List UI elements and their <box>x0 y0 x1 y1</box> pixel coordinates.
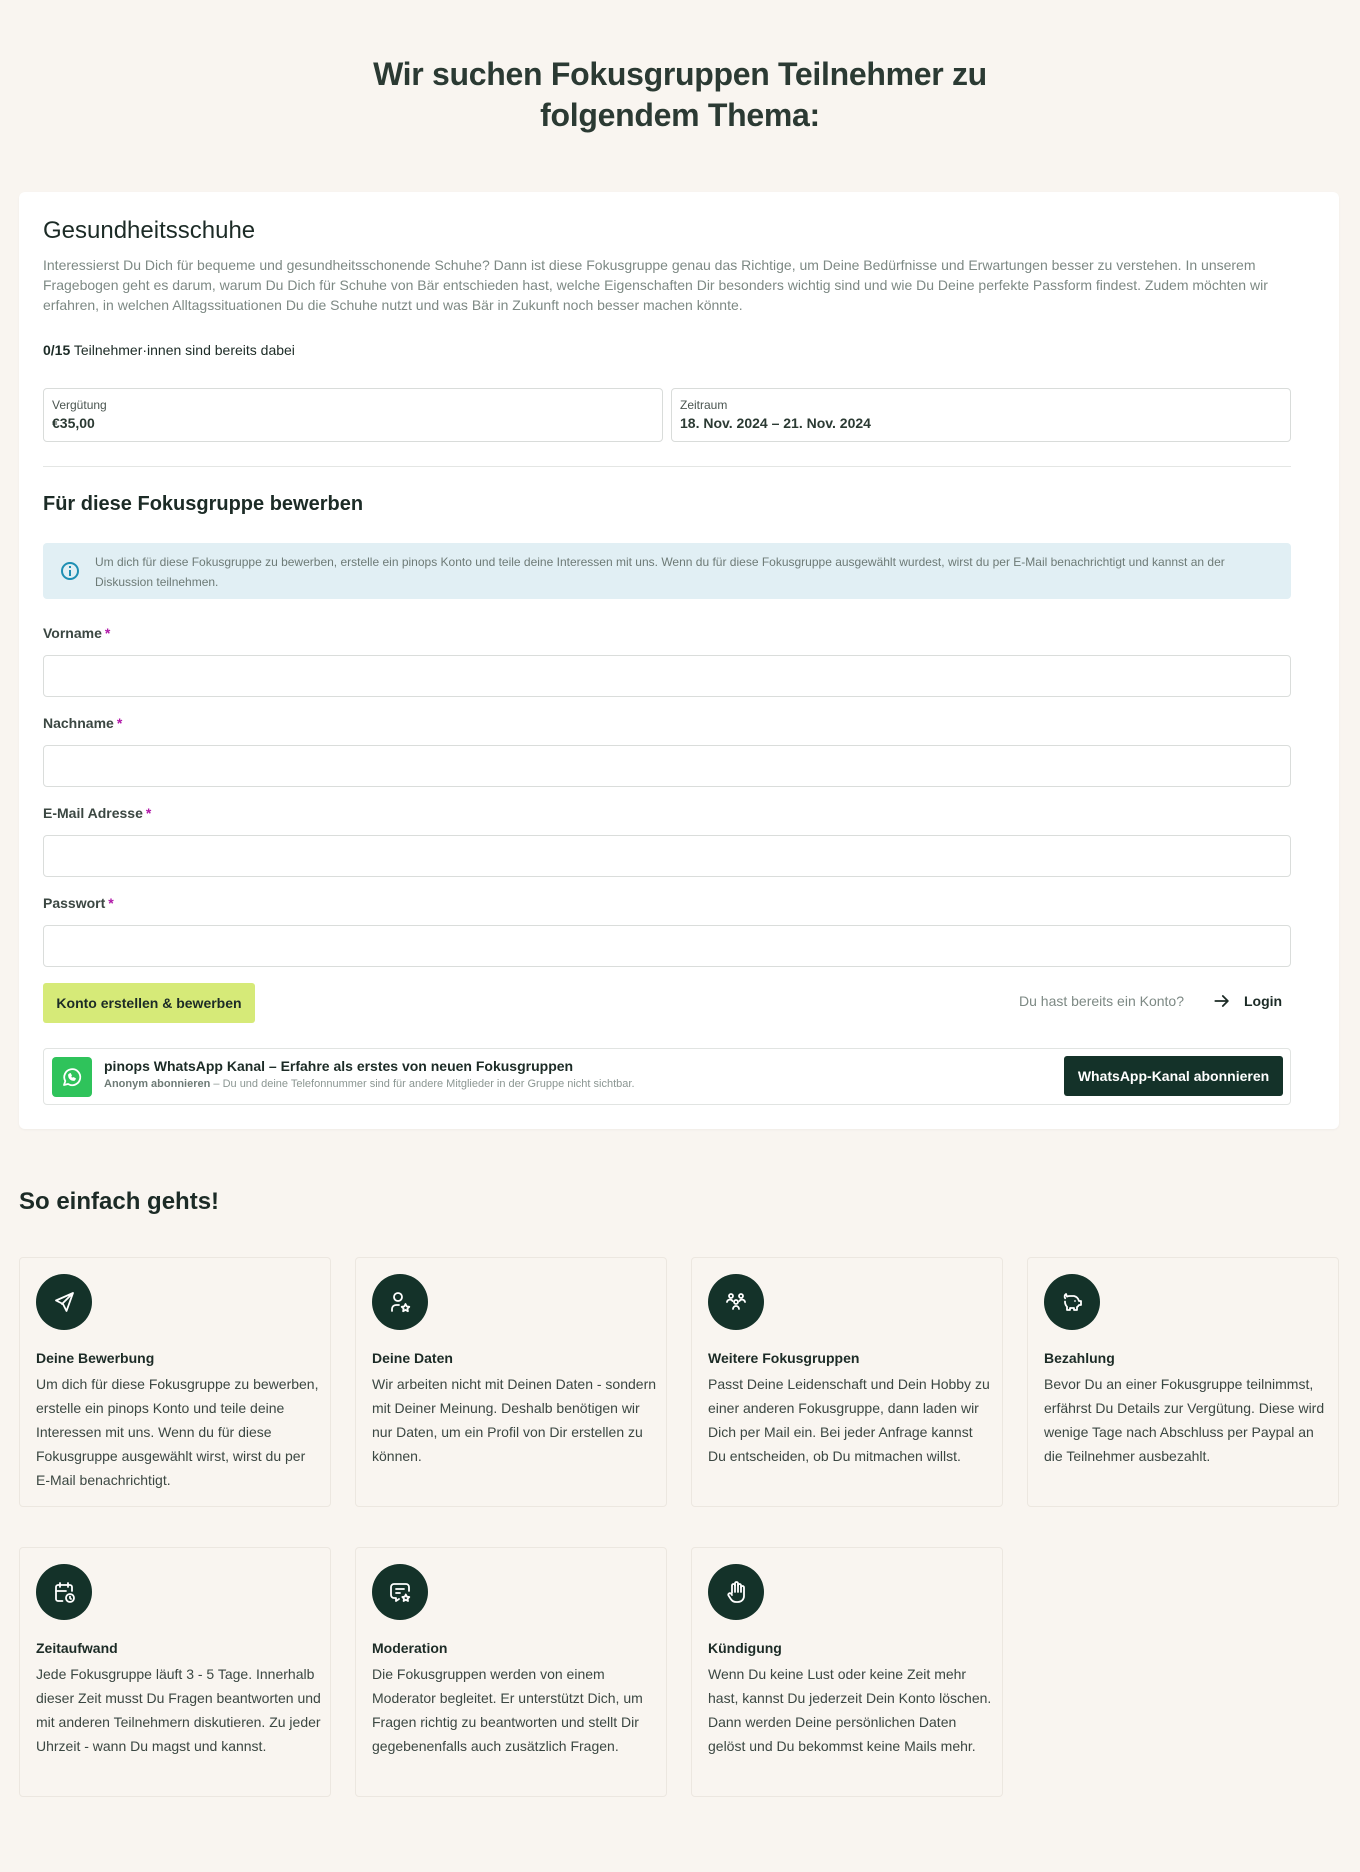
whatsapp-banner <box>43 1048 1291 1105</box>
password-label <box>43 895 114 911</box>
feature-text: Passt Deine Leidenschaft und Dein Hobby zu einer anderen Fokusgruppe, dann laden wir Dich per Mail ein. Bei jeder Anfrage kannst Du entscheiden, ob Du mitmachen willst. <box>708 1376 990 1464</box>
create-account-button[interactable]: Konto erstellen & bewerben <box>43 983 255 1023</box>
feature-text: Die Fokusgruppen werden von einem Moderator begleitet. Er unterstützt Dich, um Fragen richtig zu beantworten und stellt Dir gegebenenfalls auch zusätzlich Fragen. <box>372 1666 643 1754</box>
feature-card-time <box>19 1547 331 1797</box>
calendar-clock-icon <box>36 1564 92 1620</box>
divider <box>43 466 1291 467</box>
participants-status <box>43 342 295 358</box>
feature-title: Moderation <box>372 1640 448 1656</box>
feature-card-moderation <box>355 1547 667 1797</box>
feature-title: Zeitaufwand <box>36 1640 118 1656</box>
arrow-right-icon <box>1212 991 1232 1011</box>
period-box <box>671 388 1291 442</box>
login-link[interactable] <box>1212 991 1282 1011</box>
piggy-bank-icon <box>1044 1274 1100 1330</box>
firstname-input[interactable] <box>43 655 1291 697</box>
hand-stop-icon <box>708 1564 764 1620</box>
period-value: 18. Nov. 2024 – 21. Nov. 2024 <box>680 415 871 431</box>
apply-notice <box>43 543 1291 599</box>
email-label <box>43 805 151 821</box>
email-input[interactable] <box>43 835 1291 877</box>
compensation-value: €35,00 <box>52 415 95 431</box>
page-title-line1: Wir suchen Fokusgruppen Teilnehmer zu <box>373 56 987 92</box>
participants-text: Teilnehmer·innen sind bereits dabei <box>73 342 295 358</box>
feature-title: Kündigung <box>708 1640 782 1656</box>
info-icon <box>61 562 79 580</box>
feature-title: Deine Bewerbung <box>36 1350 155 1366</box>
feature-title: Bezahlung <box>1044 1350 1115 1366</box>
page-title-line2: folgendem Thema: <box>540 97 820 133</box>
password-input[interactable] <box>43 925 1291 967</box>
whatsapp-title: pinops WhatsApp Kanal – Erfahre als erstes von neuen Fokusgruppen <box>104 1058 574 1074</box>
firstname-label <box>43 625 110 641</box>
feature-card-payment <box>1027 1257 1339 1507</box>
login-label: Login <box>1244 993 1283 1009</box>
feature-title: Weitere Fokusgruppen <box>708 1350 860 1366</box>
feature-text: Wir arbeiten nicht mit Deinen Daten - sondern mit Deiner Meinung. Deshalb benötigen wir nur Daten, um ein Profil von Dir erstellen zu können. <box>372 1376 657 1464</box>
compensation-label: Vergütung <box>52 398 107 412</box>
feature-card-more-groups <box>691 1257 1003 1507</box>
login-question: Du hast bereits ein Konto? <box>1019 993 1184 1009</box>
lastname-label <box>43 715 122 731</box>
feature-card-cancellation <box>691 1547 1003 1797</box>
message-star-icon <box>372 1564 428 1620</box>
whatsapp-subscribe-button[interactable]: WhatsApp-Kanal abonnieren <box>1064 1056 1283 1096</box>
email-label-text: E-Mail Adresse <box>43 805 143 821</box>
howto-title: So einfach gehts! <box>19 1188 220 1215</box>
firstname-label-text: Vorname <box>43 625 102 641</box>
user-star-icon <box>372 1274 428 1330</box>
topic-title: Gesundheitsschuhe <box>43 217 256 244</box>
period-label: Zeitraum <box>680 398 728 412</box>
topic-description: Interessierst Du Dich für bequeme und gesundheitsschonende Schuhe? Dann ist diese Fokusgruppe genau das Richtige, um Deine Bedürfnisse und Erwartungen besser zu verstehen. In unserem Fragebogen geht es darum, warum Du Dich für Schuhe von Bär entschieden hast, welche Eigenschaften Dir besonders wichtig sind und wie Du Deine perfekte Passform findest. Zudem möchten wir erfahren, in welchen Alltagssituationen Du die Schuhe nutzt und was Bär in Zukunft noch besser machen könnte. <box>43 257 1268 313</box>
paper-plane-icon <box>36 1274 92 1330</box>
required-mark: * <box>104 625 111 641</box>
password-label-text: Passwort <box>43 895 106 911</box>
whatsapp-icon <box>52 1057 92 1097</box>
participants-count: 0/15 <box>43 342 71 358</box>
required-mark: * <box>116 715 123 731</box>
apply-notice-text: Um dich für diese Fokusgruppe zu bewerben, erstelle ein pinops Konto und teile deine Interessen mit uns. Wenn du für diese Fokusgruppe ausgewählt wurdest, wirst du per E-Mail benachrichtigt und kannst an der Diskussion teilnehmen. <box>95 555 1225 589</box>
compensation-box <box>43 388 663 442</box>
whatsapp-subtitle-text: – Du und deine Telefonnummer sind für andere Mitglieder in der Gruppe nicht sichtbar. <box>210 1078 635 1090</box>
apply-title: Für diese Fokusgruppe bewerben <box>43 493 364 515</box>
lastname-label-text: Nachname <box>43 715 114 731</box>
feature-card-application <box>19 1257 331 1507</box>
whatsapp-subtitle <box>104 1078 635 1090</box>
page-title <box>0 54 1360 136</box>
feature-text: Um dich für diese Fokusgruppe zu bewerben, erstelle ein pinops Konto und teile deine Interessen mit uns. Wenn du für diese Fokusgruppe ausgewählt wirst, wirst du per E-Mail benachrichtigt. <box>36 1376 319 1488</box>
whatsapp-subtitle-bold: Anonym abonnieren <box>104 1078 211 1090</box>
required-mark: * <box>108 895 114 911</box>
feature-text: Jede Fokusgruppe läuft 3 - 5 Tage. Innerhalb dieser Zeit musst Du Fragen beantworten und mit anderen Teilnehmern diskutieren. Zu jeder Uhrzeit - wann Du magst und kannst. <box>36 1666 321 1754</box>
users-group-icon <box>708 1274 764 1330</box>
feature-text: Wenn Du keine Lust oder keine Zeit mehr hast, kannst Du jederzeit Dein Konto löschen. Dann werden Deine persönlichen Daten gelöst und Du bekommst keine Mails mehr. <box>708 1666 992 1754</box>
feature-card-data <box>355 1257 667 1507</box>
feature-title: Deine Daten <box>372 1350 453 1366</box>
feature-text: Bevor Du an einer Fokusgruppe teilnimmst, erfährst Du Details zur Vergütung. Diese wird wenige Tage nach Abschluss per Paypal an die Teilnehmer ausbezahlt. <box>1044 1376 1325 1464</box>
required-mark: * <box>145 805 152 821</box>
lastname-input[interactable] <box>43 745 1291 787</box>
